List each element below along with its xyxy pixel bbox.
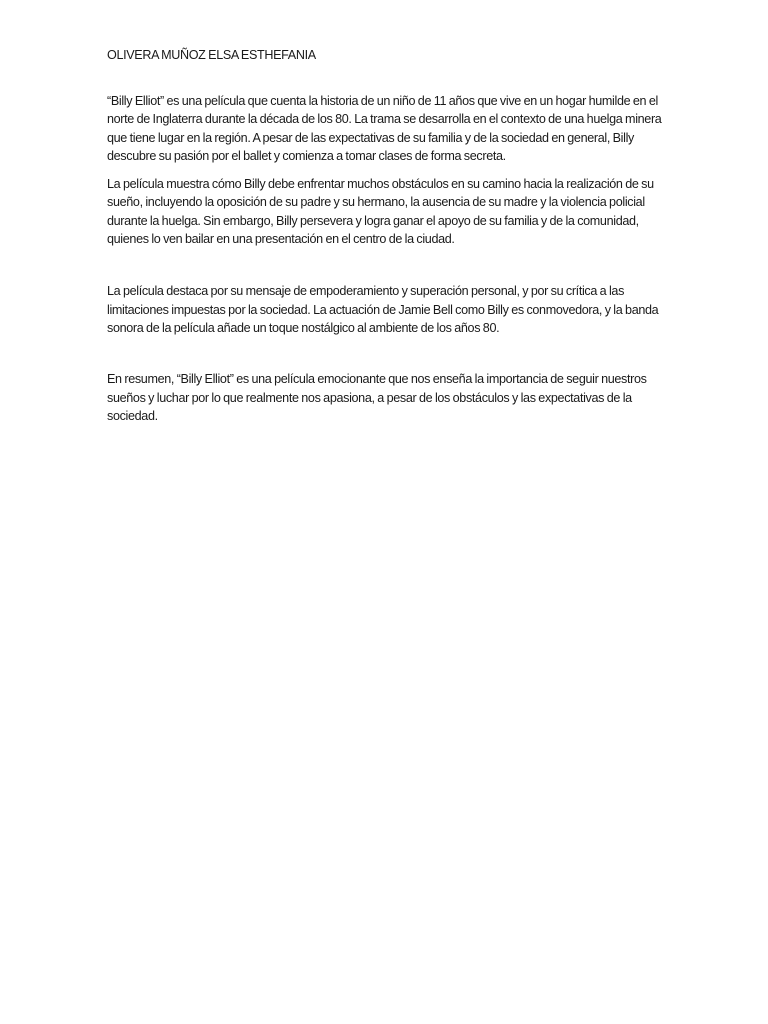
paragraph-intro: “Billy Elliot” es una película que cuenta la historia de un niño de 11 años que vive en un hogar humilde en el norte de Inglaterra durante la década de los 80. La trama se desarrolla en el contexto de una huelga minera que tiene lugar en la región. A pesar de las expectativas de su familia y de la sociedad en general, Billy descubre su pasión por el ballet y comienza a tomar clases de forma secreta.	[107, 94, 662, 163]
paragraph-message: La película destaca por su mensaje de empoderamiento y superación personal, y por su crítica a las limitaciones impuestas por la sociedad. La actuación de Jamie Bell como Billy es conmovedora, y la banda sonora de la película añade un toque nostálgico al ambiente de los años 80.	[107, 284, 659, 335]
document-body	[107, 46, 663, 425]
paragraph-summary: En resumen, “Billy Elliot” es una película emocionante que nos enseña la importancia de seguir nuestros sueños y luchar por lo que realmente nos apasiona, a pesar de los obstáculos y las expectativas de la sociedad.	[107, 372, 647, 423]
paragraph-obstacles: La película muestra cómo Billy debe enfrentar muchos obstáculos en su camino hacia la realización de su sueño, incluyendo la oposición de su padre y su hermano, la ausencia de su madre y la violencia policial durante la huelga. Sin embargo, Billy persevera y logra ganar el apoyo de su familia y de la comunidad, quienes lo ven bailar en una presentación en el centro de la ciudad.	[107, 177, 654, 247]
author-name: OLIVERA MUÑOZ ELSA ESTHEFANIA	[107, 48, 316, 62]
